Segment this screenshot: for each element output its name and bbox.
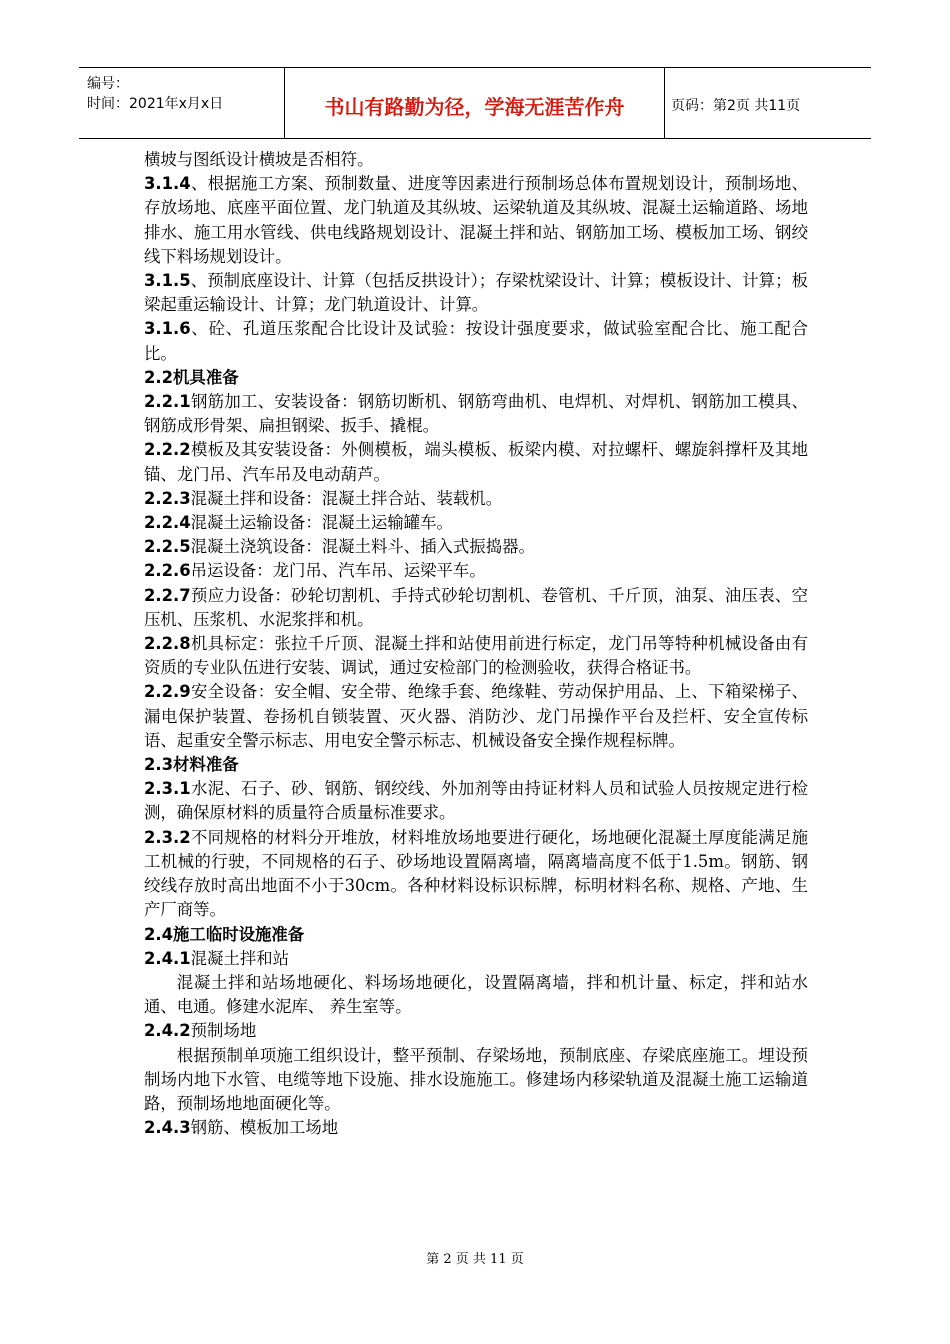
paragraph-text: 混凝土运输设备：混凝土运输罐车。 xyxy=(190,513,453,533)
paragraph xyxy=(144,971,808,1019)
paragraph-text: 水泥、石子、砂、钢筋、钢绞线、外加剂等由持证材料人员和试验人员按规定进行检测，确保原材料的质量符合质量标准要求。 xyxy=(144,779,808,823)
header-motto: 书山有路勤为径，学海无涯苦作舟 xyxy=(285,68,665,138)
paragraph xyxy=(144,535,808,559)
paragraph-text: 、预制底座设计、计算（包括反拱设计）；存梁枕梁设计、计算；模板设计、计算；板梁起重运输设计、计算；龙门轨道设计、计算。 xyxy=(144,271,808,315)
paragraph-text: 2.4施工临时设施准备 xyxy=(144,924,305,944)
clause-number: 2.4.2 xyxy=(144,1021,191,1041)
clause-number: 2.2.8 xyxy=(144,634,191,654)
paragraph-text: 预应力设备：砂轮切割机、手持式砂轮切割机、卷管机、千斤顶，油泵、油压表、空压机、压浆机、水泥浆拌和机。 xyxy=(144,585,808,629)
paragraph xyxy=(144,148,808,172)
paragraph xyxy=(144,947,808,971)
paragraph-text: 安全设备：安全帽、安全带、绝缘手套、绝缘鞋、劳动保护用品、上、下箱梁梯子、漏电保护装置、卷扬机自锁装置、灭火器、消防沙、龙门吊操作平台及拦杆、安全宣传标语、起重安全警示标志、用电安全警示标志、机械设备安全操作规程标牌。 xyxy=(144,682,808,750)
clause-number: 2.2.9 xyxy=(144,682,191,702)
clause-number: 2.4.3 xyxy=(144,1118,191,1138)
paragraph-text: 吊运设备：龙门吊、汽车吊、运梁平车。 xyxy=(190,561,486,581)
clause-number: 2.2.2 xyxy=(144,440,191,460)
paragraph-text: 模板及其安装设备：外侧模板，端头模板、板梁内模、对拉螺杆、螺旋斜撑杆及其地锚、龙门吊、汽车吊及电动葫芦。 xyxy=(144,440,808,484)
paragraph xyxy=(144,1044,808,1117)
paragraph-text: 机具标定：张拉千斤顶、混凝土拌和站使用前进行标定，龙门吊等特种机械设备由有资质的专业队伍进行安装、调试，通过安检部门的检测验收，获得合格证书。 xyxy=(144,634,808,678)
clause-number: 2.3.1 xyxy=(144,779,191,799)
paragraph-text: 、砼、孔道压浆配合比设计及试验：按设计强度要求，做试验室配合比、施工配合比。 xyxy=(144,319,808,363)
paragraph-text: 不同规格的材料分开堆放，材料堆放场地要进行硬化，场地硬化混凝土厚度能满足施工机械的行驶，不同规格的石子、砂场地设置隔离墙，隔离墙高度不低于1.5m。钢筋、钢绞线存放时高出地面不小于30cm。各种材料设标识标牌，标明材料名称、规格、产地、生产厂商等。 xyxy=(144,827,808,920)
clause-number: 2.2.6 xyxy=(144,561,191,581)
clause-number: 2.2.7 xyxy=(144,585,191,605)
paragraph xyxy=(144,1019,808,1043)
paragraph xyxy=(144,317,808,365)
clause-number: 2.2.5 xyxy=(144,537,191,557)
paragraph xyxy=(144,777,808,825)
paragraph xyxy=(144,632,808,680)
paragraph xyxy=(144,511,808,535)
paragraph xyxy=(144,269,808,317)
paragraph xyxy=(144,559,808,583)
clause-number: 2.3.2 xyxy=(144,827,191,847)
paragraph xyxy=(144,172,808,269)
paragraph-text: 2.2机具准备 xyxy=(144,367,239,387)
clause-number: 3.1.5 xyxy=(144,271,191,291)
clause-number: 2.4.1 xyxy=(144,948,191,968)
paragraph xyxy=(144,390,808,438)
paragraph xyxy=(144,680,808,753)
section-heading xyxy=(144,366,808,390)
paragraph xyxy=(144,487,808,511)
page-header xyxy=(79,67,871,139)
section-heading xyxy=(144,753,808,777)
paragraph xyxy=(144,584,808,632)
document-number-label: 编号： xyxy=(87,76,129,92)
clause-number: 2.2.3 xyxy=(144,488,191,508)
clause-number: 3.1.6 xyxy=(144,319,191,339)
paragraph-text: 预制场地 xyxy=(190,1021,257,1041)
paragraph-text: 混凝土浇筑设备：混凝土料斗、插入式振捣器。 xyxy=(190,537,535,557)
document-time-label: 时间：2021年x月x日 xyxy=(87,96,224,112)
clause-number: 2.2.4 xyxy=(144,513,191,533)
header-meta xyxy=(79,68,285,138)
paragraph-text: 混凝土拌和站 xyxy=(190,948,290,968)
paragraph-text: 混凝土拌和站场地硬化、料场场地硬化，设置隔离墙，拌和机计量、标定，拌和站水通、电通。修建水泥库、 养生室等。 xyxy=(144,972,808,1017)
paragraph-text: 钢筋、模板加工场地 xyxy=(190,1118,339,1138)
header-page-info: 页码：第2页 共11页 xyxy=(671,98,801,114)
paragraph-text: 、根据施工方案、预制数量、进度等因素进行预制场总体布置规划设计，预制场地、存放场地、底座平面位置、龙门轨道及其纵坡、运梁轨道及其纵坡、混凝土运输道路、场地排水、施工用水管线、供电线路规划设计、混凝土拌和站、钢筋加工场、模板加工场、钢绞线下料场规划设计。 xyxy=(144,174,808,266)
paragraph-text: 根据预制单项施工组织设计，整平预制、存梁场地，预制底座、存梁底座施工。埋设预制场内地下水管、电缆等地下设施、排水设施施工。修建场内移梁轨道及混凝土施工运输道路，预制场地地面硬化等。 xyxy=(144,1045,808,1113)
section-heading xyxy=(144,923,808,947)
paragraph-text: 2.3材料准备 xyxy=(144,755,239,775)
paragraph xyxy=(144,826,808,923)
paragraph xyxy=(144,1116,808,1140)
paragraph-text: 钢筋加工、安装设备：钢筋切断机、钢筋弯曲机、电焊机、对焊机、钢筋加工模具、钢筋成形骨架、扁担钢梁、扳手、撬棍。 xyxy=(144,392,808,436)
paragraph-text: 混凝土拌和设备：混凝土拌合站、装载机。 xyxy=(190,488,503,508)
paragraph xyxy=(144,438,808,486)
clause-number: 2.2.1 xyxy=(144,392,191,412)
page-footer: 第 2 页 共 11 页 xyxy=(426,1252,524,1267)
clause-number: 3.1.4 xyxy=(144,174,191,194)
paragraph-text: 横坡与图纸设计横坡是否相符。 xyxy=(144,150,374,169)
document-body xyxy=(144,148,808,1140)
